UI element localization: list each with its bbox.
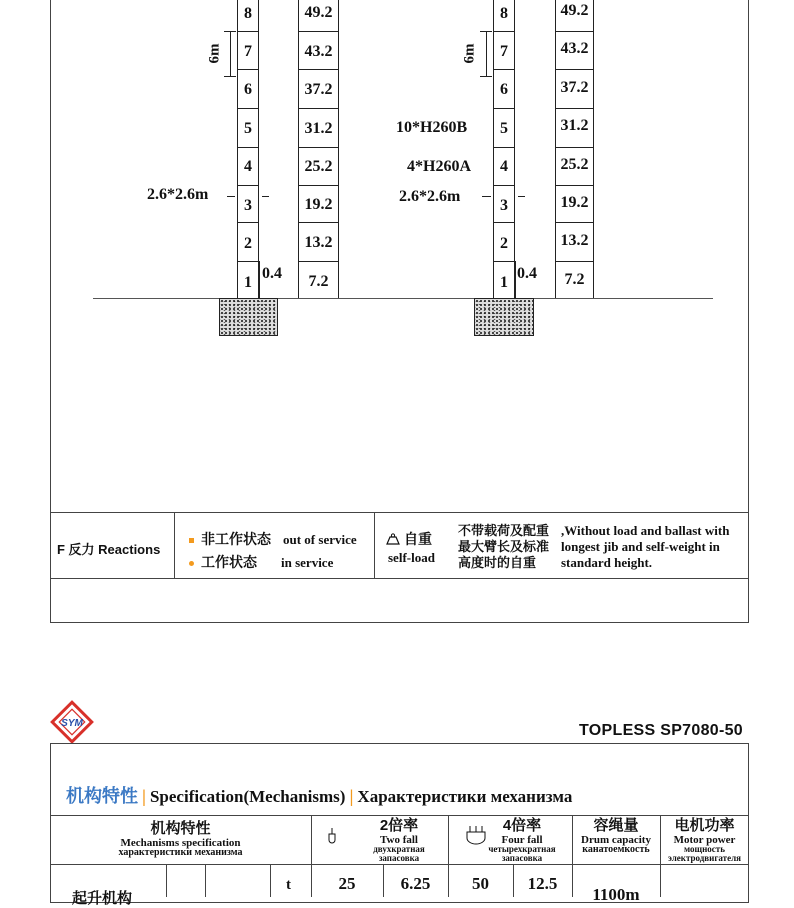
svg-text:SYM: SYM — [61, 718, 83, 729]
legend-out-of-service: 非工作状态 out of service — [189, 529, 357, 549]
section-number: 7 — [500, 43, 508, 60]
square-marker-icon — [189, 538, 194, 543]
section-number: 3 — [244, 197, 252, 214]
height-value: 37.2 — [560, 79, 589, 96]
section-number: 4 — [500, 158, 508, 175]
col-mechanisms: 机构特性 Mechanisms specification характеристики механизма — [118, 820, 243, 858]
section-number: 7 — [244, 43, 252, 60]
row-value: 6.25 — [400, 874, 431, 893]
height-value: 43.2 — [304, 43, 333, 60]
section-number: 1 — [244, 274, 252, 291]
foundation-block — [474, 298, 534, 336]
model-title: TOPLESS SP7080-50 — [579, 722, 743, 739]
section-number: 4 — [244, 158, 252, 175]
height-value: 25.2 — [560, 156, 589, 173]
height-value: 25.2 — [304, 158, 333, 175]
height-value: 13.2 — [560, 232, 589, 249]
height-value: 19.2 — [560, 194, 589, 211]
section-number: 5 — [500, 120, 508, 137]
height-value: 13.2 — [304, 234, 333, 251]
section-number: 3 — [500, 197, 508, 214]
row-hoist-name: 起升机构 — [72, 890, 133, 907]
hook-two-fall-icon — [326, 828, 338, 846]
height-value: 7.2 — [308, 273, 329, 290]
height-value: 19.2 — [304, 196, 333, 213]
row-value: 50 — [472, 874, 489, 893]
legend-in-service: 工作状态 in service — [189, 552, 333, 572]
h260a-label: 4*H260A — [407, 158, 471, 175]
self-load-note-en: ,Without load and ballast with longest jib and self-weight in standard height. — [561, 523, 730, 570]
height-value: 49.2 — [304, 4, 333, 21]
dimension-label-6m: 6m — [206, 43, 223, 64]
section-number: 1 — [500, 274, 508, 291]
circle-marker-icon — [189, 561, 194, 566]
height-value: 7.2 — [564, 271, 585, 288]
reactions-legend — [50, 512, 749, 579]
base-height-label: 0.4 — [262, 265, 282, 282]
section-number: 6 — [244, 81, 252, 98]
foundation-block — [219, 298, 278, 336]
row-value: 25 — [338, 874, 356, 893]
height-value: 49.2 — [560, 2, 589, 19]
section-size-label: 2.6*2.6m — [147, 186, 209, 203]
section-number: 6 — [500, 81, 508, 98]
dimension-line — [486, 31, 487, 77]
sym-logo — [50, 700, 94, 744]
height-value: 31.2 — [560, 117, 589, 134]
section-number: 2 — [500, 235, 508, 252]
row-drum-value: 1100m — [592, 885, 640, 904]
section-number: 8 — [500, 5, 508, 22]
section-number: 2 — [244, 235, 252, 252]
ground-line — [93, 298, 713, 299]
col-four-fall: 4倍率 Four fall четырехкратная запасовка — [488, 817, 556, 863]
row-value: 12.5 — [527, 874, 558, 893]
height-value: 43.2 — [560, 40, 589, 57]
height-value: 31.2 — [304, 120, 333, 137]
section-size-label: 2.6*2.6m — [399, 188, 461, 205]
spec-title: 机构特性 | Specification(Mechanisms) | Характеристики механизма — [66, 786, 573, 806]
row-unit: t — [286, 877, 291, 893]
col-two-fall: 2倍率 Two fall двухкратная запасовка — [373, 817, 425, 863]
dimension-label-6m: 6m — [461, 43, 478, 64]
self-load-label: self-load — [388, 550, 435, 565]
reactions-title: F 反力 Reactions — [57, 542, 161, 557]
weight-icon — [386, 533, 400, 545]
legend-self-load: 自重 — [386, 529, 432, 549]
col-drum-capacity: 容绳量 Drum capacity канатоемкость — [581, 817, 651, 855]
h260b-label: 10*H260B — [396, 119, 468, 136]
section-number: 8 — [244, 5, 252, 22]
dimension-line — [230, 31, 231, 77]
self-load-note-cn: 不带载荷及配重 最大臂长及标准 高度时的自重 — [458, 523, 550, 570]
height-value: 37.2 — [304, 81, 333, 98]
col-motor-power: 电机功率 Motor power мощность электродвигателя — [667, 817, 742, 863]
section-number: 5 — [244, 120, 252, 137]
base-height-label: 0.4 — [517, 265, 537, 282]
